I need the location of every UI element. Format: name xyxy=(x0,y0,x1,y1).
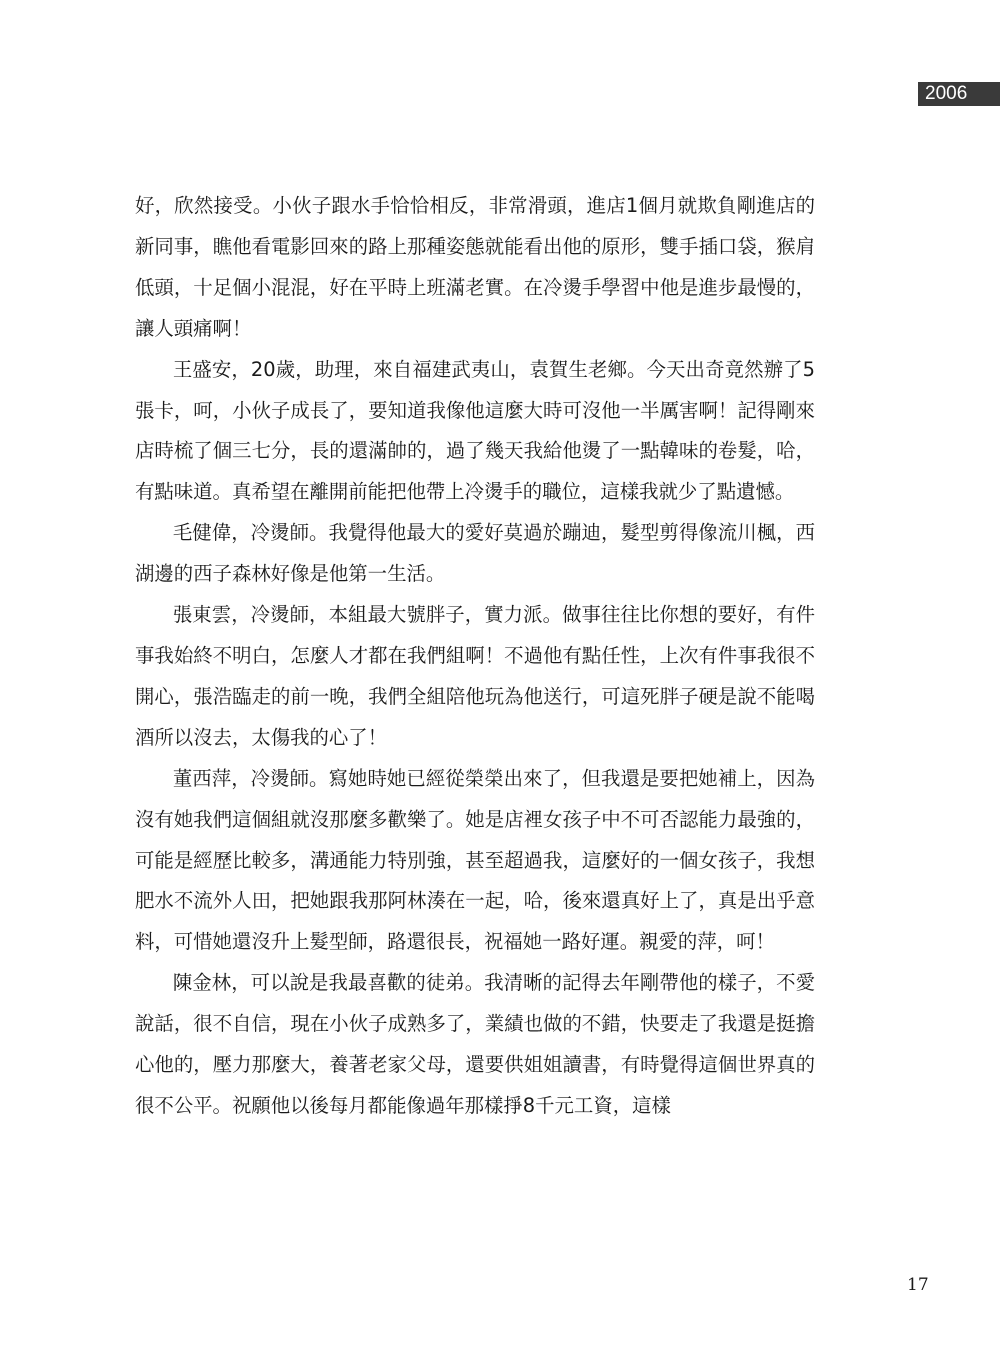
paragraph-dong-xiping: 董西萍，冷燙師。寫她時她已經從榮榮出來了，但我還是要把她補上，因為沒有她我們這個組就沒那麼多歡樂了。她是店裡女孩子中不可否認能力最強的，可能是經歷比較多，溝通能力特別強，甚至超過我，這麼好的一個女孩子，我想肥水不流外人田，把她跟我那阿林湊在一起，哈，後來還真好上了，真是出乎意料，可惜她還沒升上髮型師，路還很長，祝福她一路好運。親愛的萍，呵！ xyxy=(135,766,815,954)
paragraph-mao-jianwei: 毛健偉，冷燙師。我覺得他最大的愛好莫過於蹦迪，髮型剪得像流川楓，西湖邊的西子森林好像是他第一生活。 xyxy=(135,521,815,586)
page-number: 17 xyxy=(907,1275,929,1295)
paragraph-wang-shengan: 王盛安，20歲，助理，來自福建武夷山，袁賀生老鄉。今天出奇竟然辦了5張卡，呵，小伙子成長了，要知道我像他這麼大時可沒他一半厲害啊！記得剛來店時梳了個三七分，長的還滿帥的，過了幾天我給他燙了一點韓味的卷髮，哈，有點味道。真希望在離開前能把他帶上冷燙手的職位，這樣我就少了點遺憾。 xyxy=(135,357,815,504)
paragraph-chen-jinlin: 陳金林，可以說是我最喜歡的徒弟。我清晰的記得去年剛帶他的樣子，不愛說話，很不自信，現在小伙子成熟多了，業績也做的不錯，快要走了我還是挺擔心他的，壓力那麼大，養著老家父母，還要供姐姐讀書，有時覺得這個世界真的很不公平。祝願他以後每月都能像過年那樣掙8千元工資，這樣 xyxy=(135,971,815,1117)
paragraph-zhang-dongyun: 張東雲，冷燙師，本組最大號胖子，實力派。做事往往比你想的要好，有件事我始終不明白，怎麼人才都在我們組啊！不過他有點任性，上次有件事我很不開心，張浩臨走的前一晚，我們全組陪他玩為他送行，可這死胖子硬是說不能喝酒所以沒去，太傷我的心了！ xyxy=(135,603,815,749)
paragraph-continued: 好，欣然接受。小伙子跟水手恰恰相反，非常滑頭，進店1個月就欺負剛進店的新同事，瞧他看電影回來的路上那種姿態就能看出他的原形，雙手插口袋，猴肩低頭，十足個小混混，好在平時上班滿老實。在冷燙手學習中他是進步最慢的，讓人頭痛啊！ xyxy=(135,194,815,340)
year-tab: 2006 xyxy=(918,82,1000,106)
body-text xyxy=(135,186,815,1127)
